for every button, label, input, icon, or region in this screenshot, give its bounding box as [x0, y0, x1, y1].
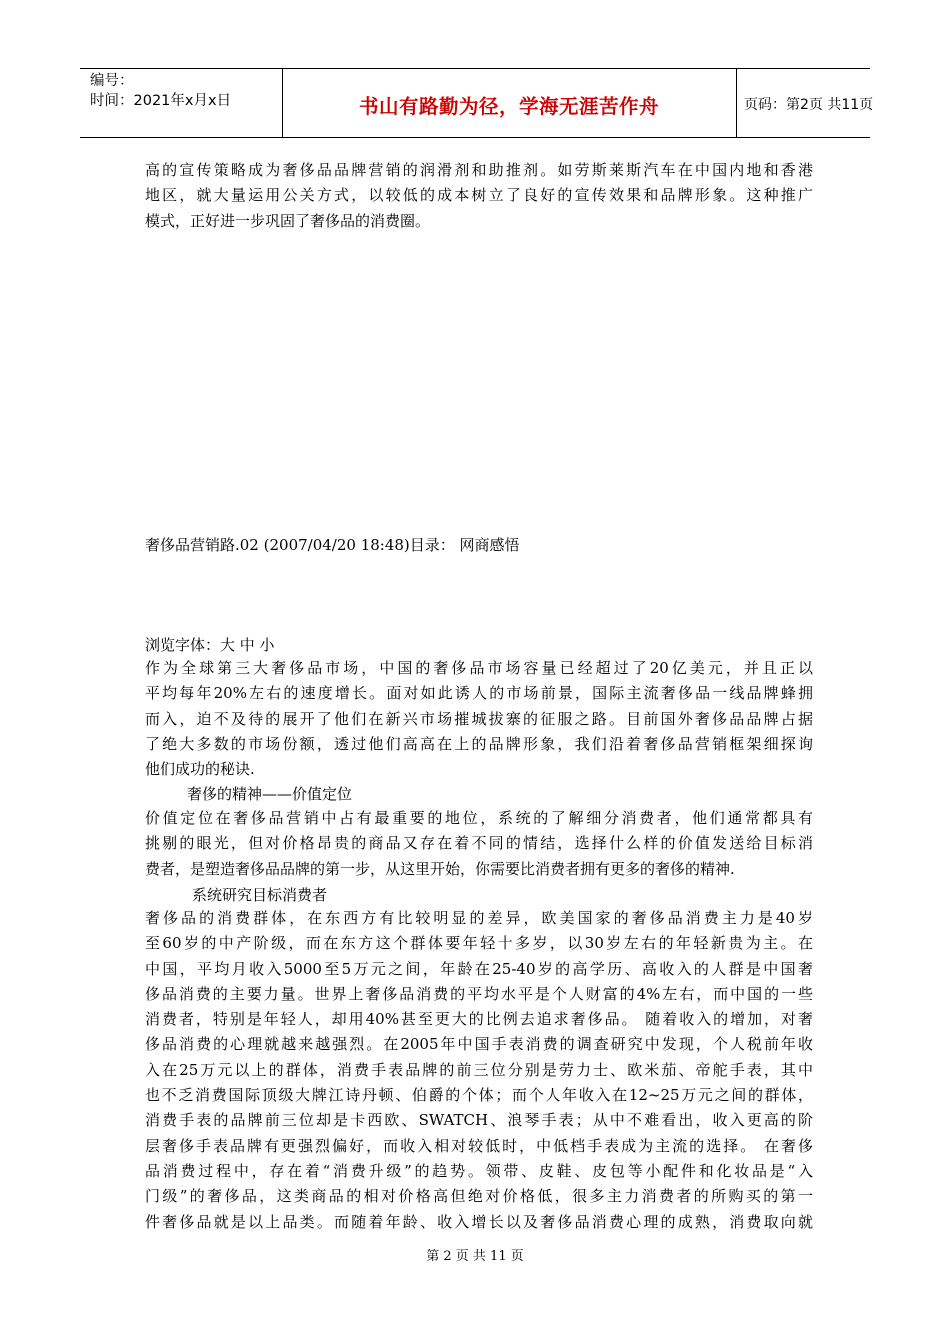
header-page-cell	[736, 69, 874, 137]
text-line: 高的宣传策略成为奢侈品品牌营销的润滑剂和助推剂。如劳斯莱斯汽车在中国内地和香港	[145, 161, 813, 179]
text-line: 品消费过程中，存在着“消费升级”的趋势。领带、皮鞋、皮包等小配件和化妆品是“入	[145, 1161, 813, 1180]
text-line: 他们成功的秘诀.	[145, 760, 255, 779]
text-line: 入在25万元以上的群体，消费手表品牌的前三位分别是劳力士、欧米茄、帝舵手表，其中	[145, 1060, 813, 1079]
text-line: 奢侈品的消费群体，在东西方有比较明显的差异，欧美国家的奢侈品消费主力是40岁	[145, 909, 813, 927]
text-line: 了绝大多数的市场份额，透过他们高高在上的品牌形象，我们沿着奢侈品营销框架细探询	[145, 734, 813, 753]
text-line: 门级”的奢侈品，这类商品的相对价格高但绝对价格低，很多主力消费者的所购买的第一	[145, 1187, 813, 1206]
value-positioning-paragraph	[145, 806, 813, 882]
text-line: 挑剔的眼光，但对价格昂贵的商品又存在着不同的情结，选择什么样的价值发送给目标消	[145, 834, 813, 853]
text-line: 消费者，特别是年轻人，却用40%甚至更大的比例去追求奢侈品。 随着收入的增加，对奢	[145, 1010, 813, 1029]
text-line: 作为全球第三大奢侈品市场，中国的奢侈品市场容量已经超过了20亿美元，并且正以	[145, 659, 813, 677]
heading-target-consumers: 系统研究目标消费者	[192, 886, 328, 904]
text-line: 地区，就大量运用公关方式，以较低的成本树立了良好的宣传效果和品牌形象。这种推广	[145, 186, 813, 205]
text-line: 费者，是塑造奢侈品品牌的第一步，从这里开始，你需要比消费者拥有更多的奢侈的精神.	[145, 859, 735, 878]
text-line: 而入，迫不及待的展开了他们在新兴市场摧城拔寨的征服之路。目前国外奢侈品品牌占据	[145, 709, 813, 728]
section-intro-paragraph	[145, 656, 813, 782]
text-line: 模式，正好进一步巩固了奢侈品的消费圈。	[145, 211, 431, 230]
page-header	[80, 68, 874, 138]
target-consumers-paragraph	[145, 906, 813, 1235]
header-info-cell	[80, 69, 283, 137]
text-line: 也不乏消费国际顶级大牌江诗丹顿、伯爵的个体；而个人年收入在12~25万元之间的群体，	[145, 1086, 813, 1105]
font-size-selector: 浏览字体：大 中 小	[145, 636, 275, 654]
text-line: 侈品消费的心理就越来越强烈。在2005年中国手表消费的调查研究中发现，个人税前年收	[145, 1035, 813, 1054]
document-number-label: 编号：	[90, 73, 134, 89]
text-line: 件奢侈品就是以上品类。而随着年龄、收入增长以及奢侈品消费心理的成熟，消费取向就	[145, 1212, 813, 1231]
text-line: 侈品消费的主要力量。世界上奢侈品消费的平均水平是个人财富的4%左右，而中国的一些	[145, 984, 813, 1003]
header-motto: 书山有路勤为径，学海无涯苦作舟	[358, 95, 659, 118]
article-meta: 奢侈品营销路.02 (2007/04/20 18:48)目录： 网商感悟	[145, 536, 520, 554]
document-time-label: 时间：2021年x月x日	[90, 93, 232, 109]
header-page-number: 页码：第2页 共11页	[744, 97, 874, 113]
text-line: 至60岁的中产阶级，而在东方这个群体要年轻十多岁，以30岁左右的年轻新贵为主。在	[145, 934, 813, 953]
text-line: 中国，平均月收入5000至5万元之间，年龄在25-40岁的高学历、高收入的人群是中国奢	[145, 959, 813, 978]
text-line: 消费手表的品牌前三位却是卡西欧、SWATCH、浪琴手表；从中不难看出，收入更高的阶	[145, 1111, 813, 1130]
text-line: 价值定位在奢侈品营销中占有最重要的地位，系统的了解细分消费者，他们通常都具有	[145, 809, 813, 827]
header-motto-cell	[282, 69, 737, 137]
heading-value-positioning: 奢侈的精神——价值定位	[187, 785, 353, 803]
text-line: 层奢侈手表品牌有更强烈偏好，而收入相对较低时，中低档手表成为主流的选择。 在奢侈	[145, 1136, 813, 1155]
intro-paragraph	[145, 158, 813, 234]
page-footer: 第 2 页 共 11 页	[426, 1249, 524, 1264]
text-line: 平均每年20%左右的速度增长。面对如此诱人的市场前景，国际主流奢侈品一线品牌蜂拥	[145, 684, 813, 703]
